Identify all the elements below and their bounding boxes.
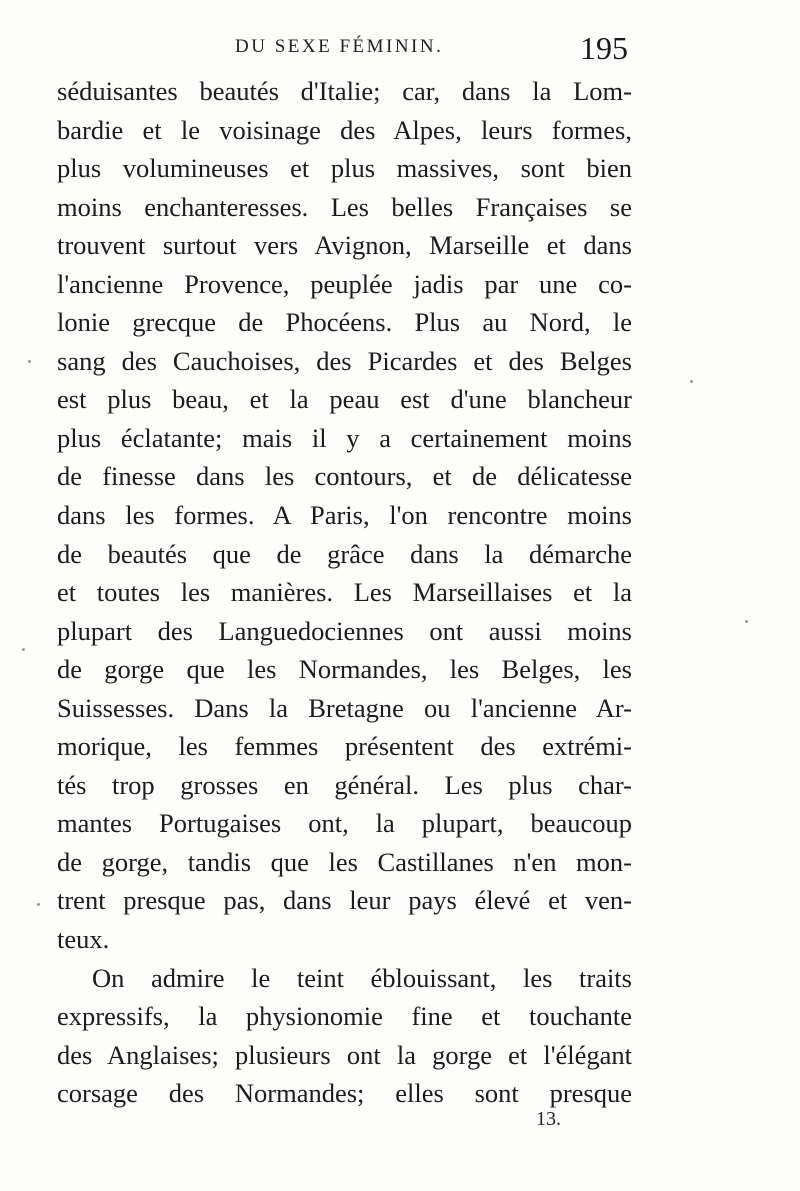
page-number: 195 <box>580 30 628 66</box>
paper-speck <box>690 380 693 383</box>
text-line: l'ancienne Provence, peuplée jadis par une co- <box>57 268 632 299</box>
text-line: est plus beau, et la peau est d'une blancheur <box>57 384 632 415</box>
text-line: moins enchanteresses. Les belles Françaises se <box>57 191 632 222</box>
text-line: de gorge que les Normandes, les Belges, les <box>57 654 632 685</box>
text-line: plupart des Languedociennes ont aussi moins <box>57 615 632 646</box>
paper-speck <box>745 620 748 623</box>
text-line: dans les formes. A Paris, l'on rencontre moins <box>57 500 632 531</box>
text-line: tés trop grosses en général. Les plus char- <box>57 769 632 800</box>
text-line: lonie grecque de Phocéens. Plus au Nord, le <box>57 307 632 338</box>
text-line: trent presque pas, dans leur pays élevé et ven- <box>57 885 632 916</box>
text-line: mantes Portugaises ont, la plupart, beaucoup <box>57 808 632 839</box>
text-line: plus volumineuses et plus massives, sont bien <box>57 153 632 184</box>
text-line: séduisantes beautés d'Italie; car, dans la Lom- <box>57 76 632 106</box>
text-line: corsage des Normandes; elles sont presque <box>57 1078 632 1109</box>
paragraph-end-line: teux. <box>57 924 110 955</box>
text-line: plus éclatante; mais il y a certainement moins <box>57 422 632 453</box>
running-title: DU SEXE FÉMININ. <box>235 36 444 57</box>
text-line: expressifs, la physionomie fine et touchante <box>57 1001 632 1032</box>
paper-speck <box>28 360 31 363</box>
page-header <box>55 30 640 70</box>
text-line: de gorge, tandis que les Castillanes n'en mon- <box>57 846 632 877</box>
text-line: Suissesses. Dans la Bretagne ou l'ancienne Ar- <box>57 692 632 723</box>
text-line: trouvent surtout vers Avignon, Marseille et dans <box>57 230 632 261</box>
text-line: de finesse dans les contours, et de délicatesse <box>57 461 632 492</box>
paragraph-start-line: On admire le teint éblouissant, les traits <box>92 962 632 993</box>
text-line: sang des Cauchoises, des Picardes et des Belges <box>57 345 632 376</box>
signature-mark: 13. <box>536 1108 561 1130</box>
paper-speck <box>22 648 25 651</box>
text-line: morique, les femmes présentent des extrémi- <box>57 731 632 762</box>
paper-speck <box>37 903 40 906</box>
body-text <box>57 72 632 1113</box>
text-line: de beautés que de grâce dans la démarche <box>57 538 632 569</box>
text-line: et toutes les manières. Les Marseillaises et la <box>57 577 632 608</box>
text-line: bardie et le voisinage des Alpes, leurs formes, <box>57 114 632 145</box>
text-line: des Anglaises; plusieurs ont la gorge et l'élégant <box>57 1039 632 1070</box>
